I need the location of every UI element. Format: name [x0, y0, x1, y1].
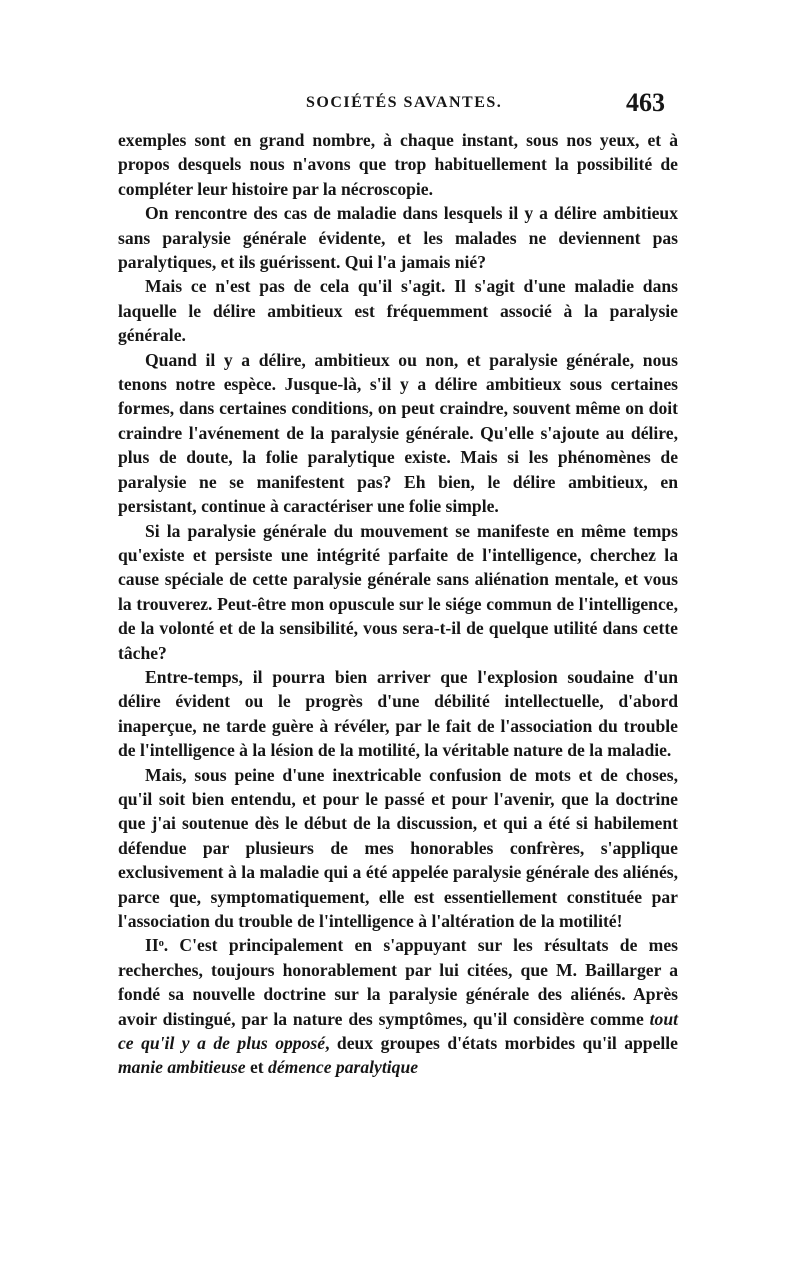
italic-phrase-2: manie ambitieuse — [118, 1057, 246, 1078]
body-text — [118, 128, 678, 1080]
italic-phrase-1: tout ce qu'il y a de plus opposé — [118, 1008, 678, 1054]
paragraph-3: Mais ce n'est pas de cela qu'il s'agit. Il s'agit d'une maladie dans laquelle le délire ambitieux est fréquemment associé à la paralysie générale. — [118, 276, 678, 346]
paragraph-6: Entre-temps, il pourra bien arriver que l'explosion soudaine d'un délire évident ou le progrès d'une débilité intellectuelle, d'abord inaperçue, ne tarde guère à révéler, par le fait de l'association du trouble de l'intelligence à la lésion de la motilité, la véritable nature de la maladie. — [118, 666, 678, 761]
paragraph-8-text-b: , deux groupes d'états morbides qu'il appelle — [325, 1033, 678, 1054]
page-number: 463 — [626, 88, 665, 117]
running-title: SOCIÉTÉS SAVANTES. — [306, 94, 503, 111]
paragraph-4: Quand il y a délire, ambitieux ou non, et paralysie générale, nous tenons notre espèce. Jusque-là, s'il y a délire ambitieux sous certaines formes, dans certaines conditions, on peut craindre, souvent même on doit craindre l'avénement de la paralysie générale. Qu'elle s'ajoute au délire, plus de doute, la folie paralytique existe. Mais si les phénomènes de paralysie ne se manifestent pas? Eh bien, le délire ambitieux, en persistant, continue à caractériser une folie simple. — [118, 349, 678, 517]
paragraph-7: Mais, sous peine d'une inextricable confusion de mots et de choses, qu'il soit bien entendu, et pour le passé et pour l'avenir, que la doctrine que j'ai soutenue dès le début de la discussion, et qui a été si habilement défendue par plusieurs de mes honorables confrères, s'applique exclusivement à la maladie qui a été appelée paralysie générale des aliénés, parce que, symptomatiquement, elle est essentiellement constituée par l'association du trouble de l'intelligence à l'altération de la motilité! — [118, 764, 678, 931]
paragraph-1: exemples sont en grand nombre, à chaque instant, sous nos yeux, et à propos desquels nous n'avons que trop habituellement la possibilité de compléter leur histoire par la nécroscopie. — [118, 130, 678, 199]
paragraph-2: On rencontre des cas de maladie dans lesquels il y a délire ambitieux sans paralysie générale évidente, et les malades ne deviennent pas paralytiques, et ils guérissent. Qui l'a jamais nié? — [118, 203, 678, 273]
page-header — [0, 84, 800, 124]
paragraph-8-text-a: C'est principalement en s'appuyant sur les résultats de mes recherches, toujours honorablement par lui citées, que M. Baillarger a fondé sa nouvelle doctrine sur la paralysie générale des aliénés. Après avoir distingué, par la nature des symptômes, qu'il considère comme — [118, 935, 678, 1029]
italic-phrase-3: démence paralytique — [268, 1057, 419, 1078]
section-number: IIᵒ. — [145, 935, 169, 956]
paragraph-5: Si la paralysie générale du mouvement se manifeste en même temps qu'existe et persiste une intégrité parfaite de l'intelligence, cherchez la cause spéciale de cette paralysie générale sans aliénation mentale, et vous la trouverez. Peut-être mon opuscule sur le siége commun de l'intelligence, de la volonté et de la sensibilité, vous sera-t-il de quelque utilité dans cette tâche? — [118, 520, 678, 663]
paragraph-8 — [118, 933, 678, 1079]
paragraph-8-text-c: et — [245, 1057, 269, 1078]
